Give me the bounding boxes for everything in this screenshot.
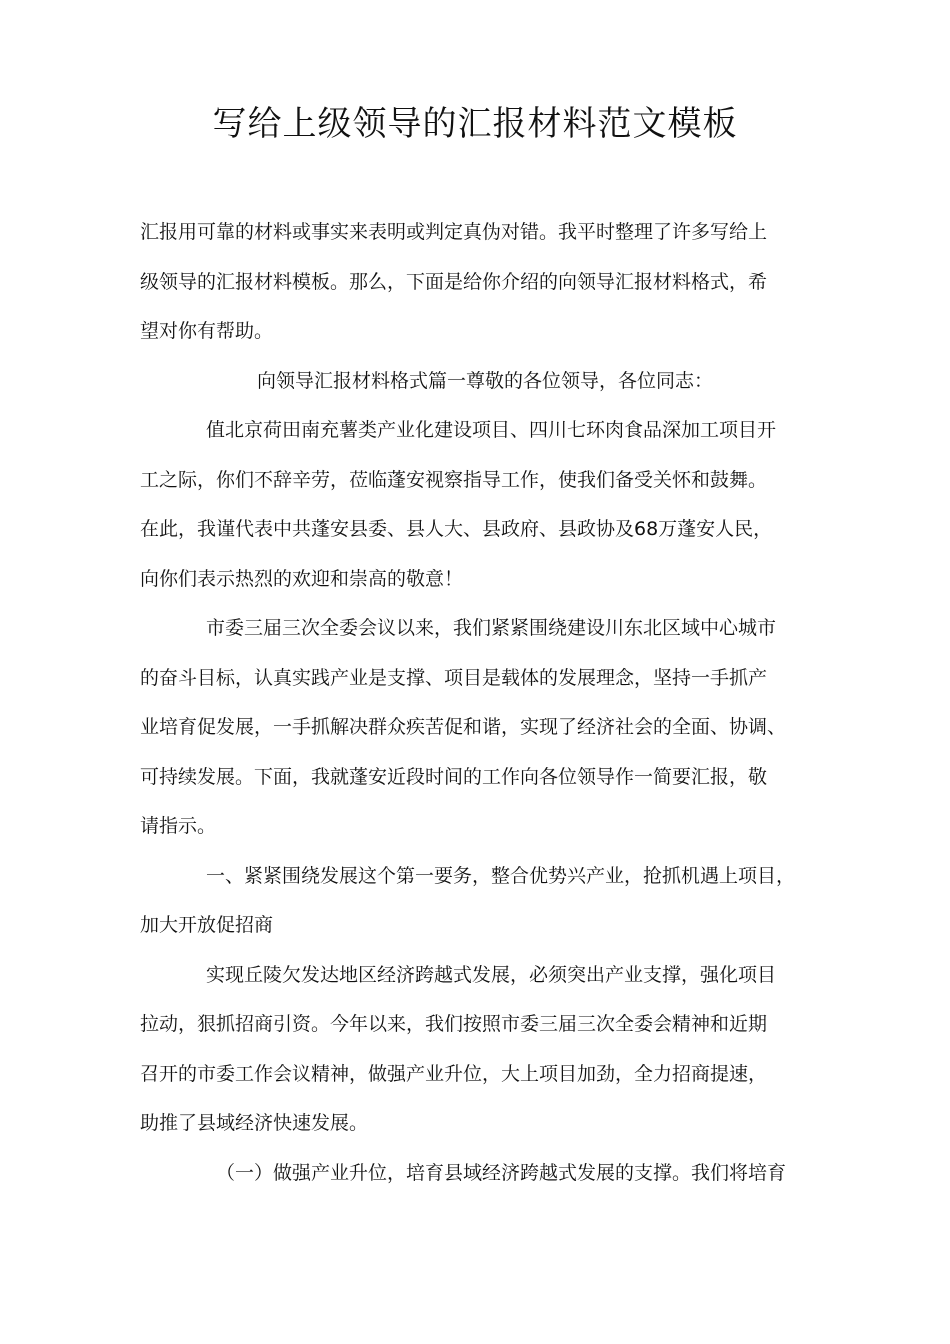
- section-heading-line: 一、紧紧围绕发展这个第一要务，整合优势兴产业，抢抓机遇上项目，: [206, 864, 796, 887]
- text-line: 的奋斗目标，认真实践产业是支撑、项目是载体的发展理念，坚持一手抓产: [140, 666, 768, 689]
- text-line: 汇报用可靠的材料或事实来表明或判定真伪对错。我平时整理了许多写给上: [140, 221, 768, 243]
- text-line: 工之际，你们不辞辛劳，莅临蓬安视察指导工作，使我们备受关怀和鼓舞。: [140, 468, 768, 491]
- text-line: 业培育促发展，一手抓解决群众疾苦促和谐，实现了经济社会的全面、协调、: [140, 716, 787, 738]
- text-line: 助推了县域经济快速发展。: [140, 1112, 369, 1134]
- text-line: 向你们表示热烈的欢迎和崇高的敬意！: [140, 567, 464, 590]
- section-heading-line: 向领导汇报材料格式篇一尊敬的各位领导，各位同志：: [256, 369, 713, 392]
- document-body: [140, 208, 830, 1198]
- document-title: 写给上级领导的汇报材料范文模板: [212, 104, 738, 144]
- text-line: 请指示。: [140, 815, 217, 837]
- text-line: 级领导的汇报材料模板。那么，下面是给你介绍的向领导汇报材料格式，希: [140, 270, 768, 293]
- text-line: 拉动，狠抓招商引资。今年以来，我们按照市委三届三次全委会精神和近期: [140, 1013, 768, 1035]
- text-line: 在此，我谨代表中共蓬安县委、县人大、县政府、县政协及68万蓬安人民，: [140, 518, 773, 540]
- text-line: 可持续发展。下面，我就蓬安近段时间的工作向各位领导作一简要汇报，敬: [140, 765, 768, 788]
- text-line: （一）做强产业升位，培育县域经济跨越式发展的支撑。我们将培育: [216, 1161, 787, 1184]
- text-line: 市委三届三次全委会议以来，我们紧紧围绕建设川东北区域中心城市: [206, 617, 777, 639]
- text-line: 望对你有帮助。: [140, 320, 274, 342]
- text-line: 实现丘陵欠发达地区经济跨越式发展，必须突出产业支撑，强化项目: [206, 963, 777, 986]
- section-heading-line: 加大开放促招商: [140, 914, 274, 936]
- text-line: 值北京荷田南充薯类产业化建设项目、四川七环肉食品深加工项目开: [206, 419, 777, 441]
- text-line: 召开的市委工作会议精神，做强产业升位，大上项目加劲，全力招商提速，: [140, 1062, 768, 1085]
